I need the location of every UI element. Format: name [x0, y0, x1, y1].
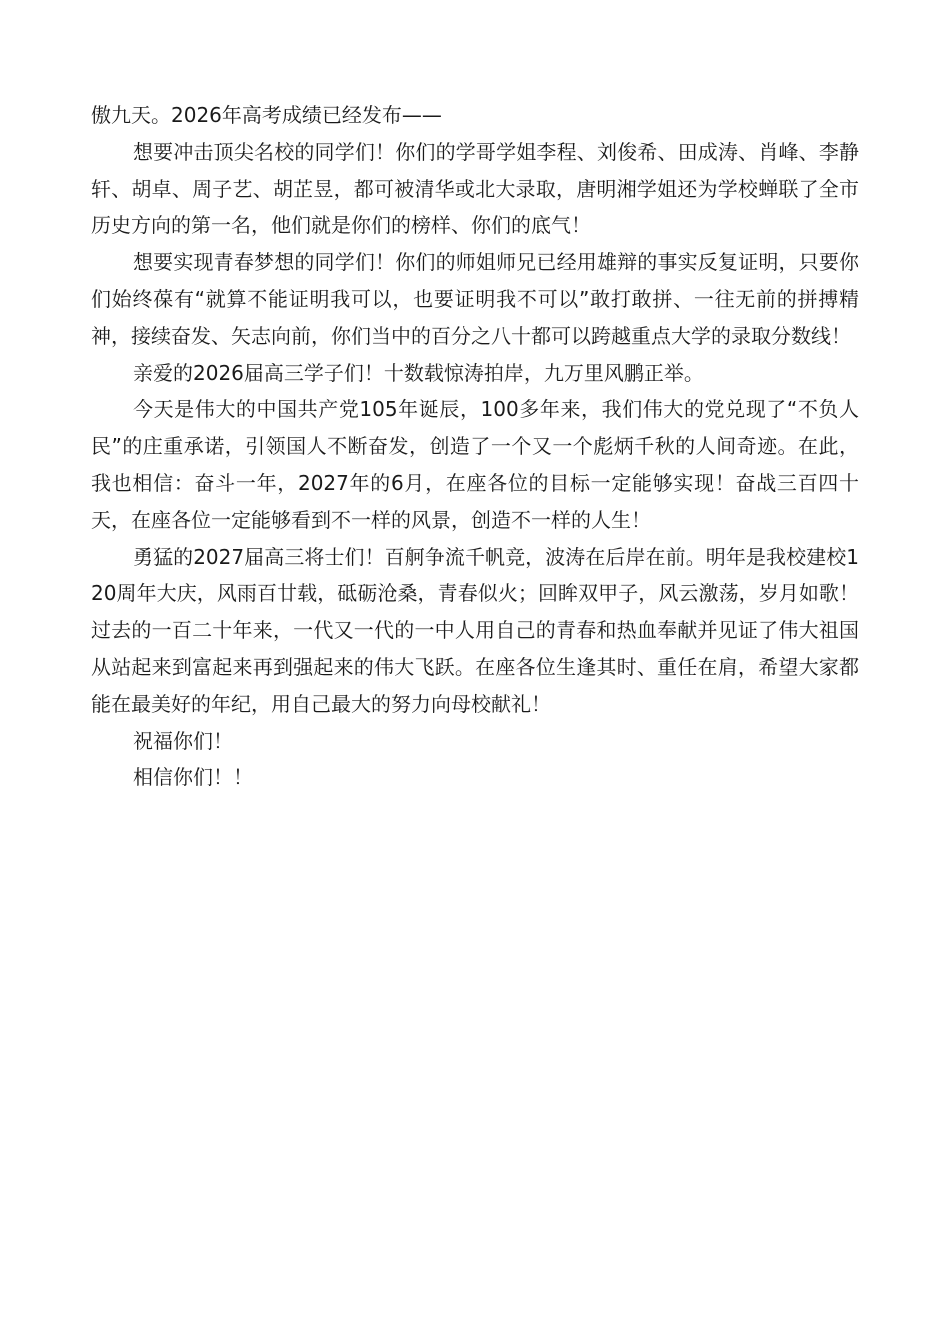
- paragraph-belief: 相信你们！！: [133, 765, 253, 790]
- paragraph-top-students: 想要冲击顶尖名校的同学们！你们的学哥学姐李程、刘俊希、田成涛、肖峰、李静轩、胡卓、周子艺、胡芷昱，都可被清华或北大录取，唐明湘学姐还为学校蝉联了全市历史方向的第一名，他们就是你们的榜样、你们的底气！: [91, 139, 859, 238]
- document-body: [91, 97, 859, 796]
- paragraph-class-2027: 勇猛的2027届高三将士们！百舸争流千帆竞，波涛在后岸在前。明年是我校建校120周年大庆，风雨百廿载，砥砺沧桑，青春似火；回眸双甲子，风云激荡，岁月如歌！过去的一百二十年来，一代又一代的一中人用自己的青春和热血奉献并见证了伟大祖国从站起来到富起来再到强起来的伟大飞跃。在座各位生逢其时、重任在肩，希望大家都能在最美好的年纪，用自己最大的努力向母校献礼！: [91, 544, 859, 716]
- paragraph-class-2026: 亲爱的2026届高三学子们！十数载惊涛拍岸，九万里风鹏正举。: [133, 360, 704, 385]
- paragraph-youth-dreams: 想要实现青春梦想的同学们！你们的师姐师兄已经用雄辩的事实反复证明，只要你们始终葆有“就算不能证明我可以，也要证明我不可以”敢打敢拼、一往无前的拼搏精神，接续奋发、矢志向前，你们当中的百分之八十都可以跨越重点大学的录取分数线！: [91, 250, 859, 348]
- paragraph-continuation: 傲九天。2026年高考成绩已经发布——: [91, 103, 442, 127]
- paragraph-blessing: 祝福你们！: [133, 728, 233, 753]
- paragraph-party-anniversary: 今天是伟大的中国共产党105年诞辰，100多年来，我们伟大的党兑现了“不负人民”的庄重承诺，引领国人不断奋发，创造了一个又一个彪炳千秋的人间奇迹。在此，我也相信：奋斗一年，2027年的6月，在座各位的目标一定能够实现！奋战三百四十天，在座各位一定能够看到不一样的风景，创造不一样的人生！: [91, 397, 859, 532]
